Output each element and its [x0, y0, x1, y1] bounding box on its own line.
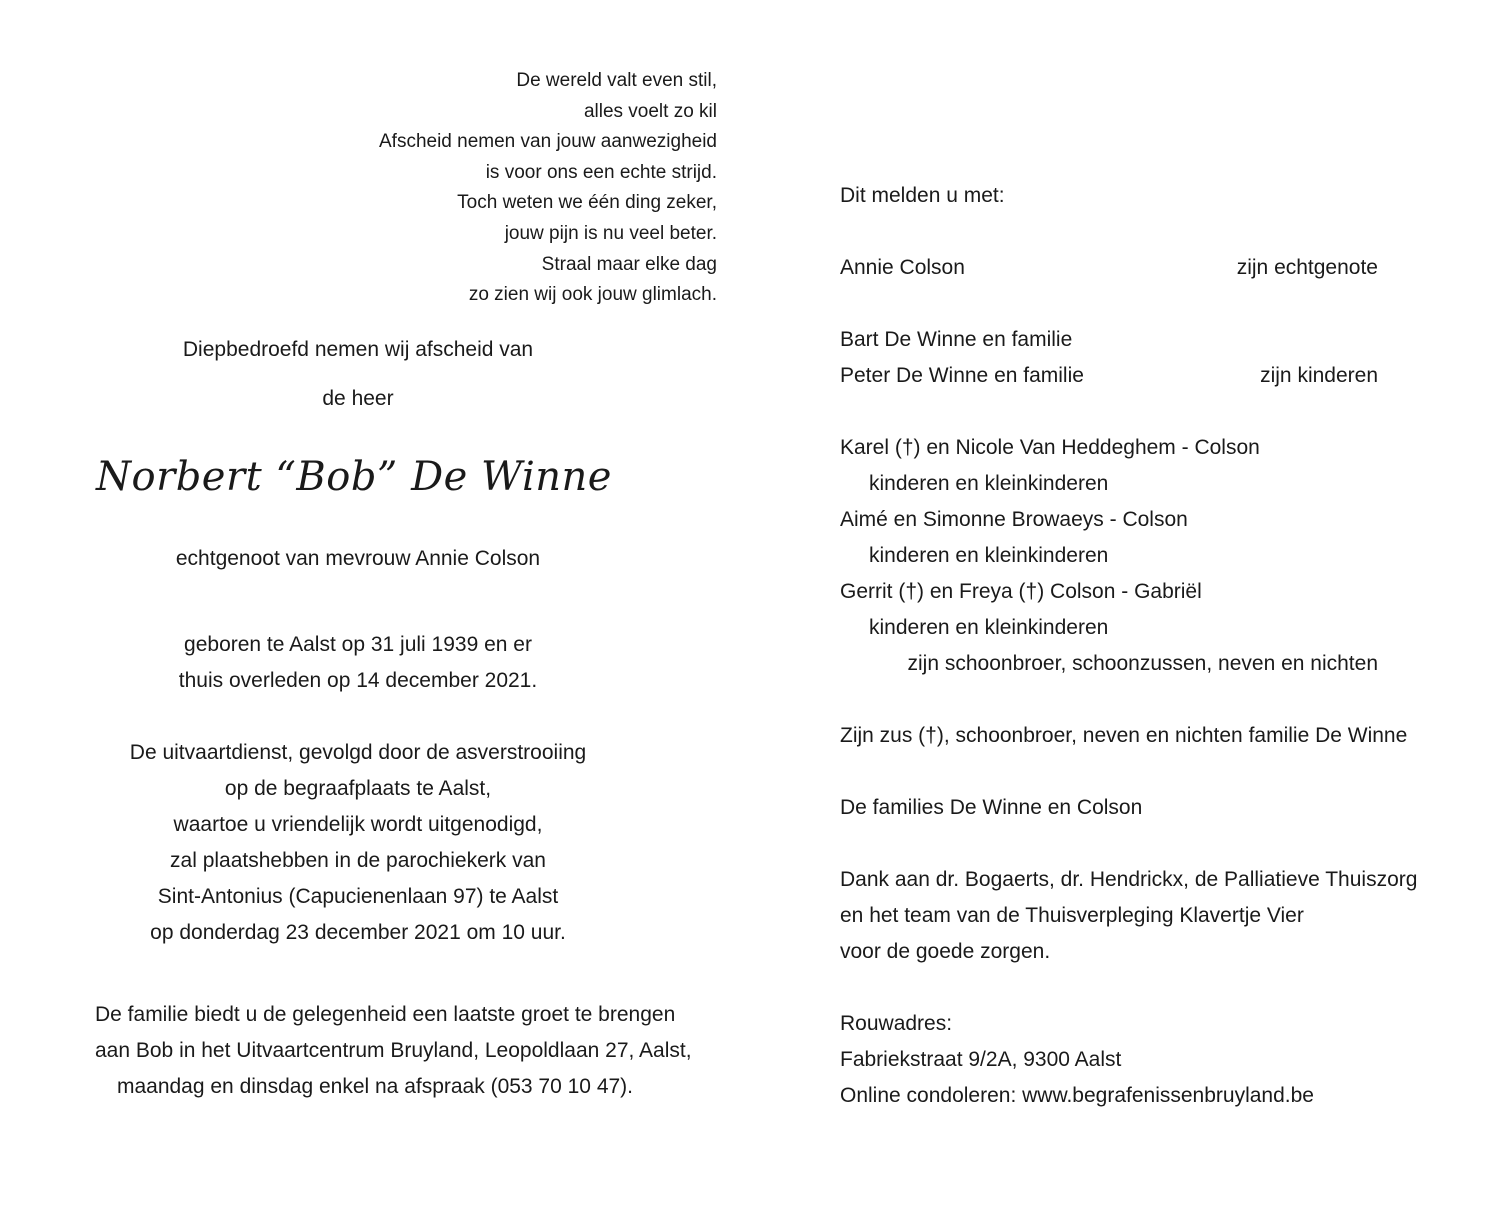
visit-line: maandag en dinsdag enkel na afspraak (053 70 10 47).	[116, 1075, 634, 1098]
poem-line: Afscheid nemen van jouw aanwezigheid	[379, 131, 717, 153]
families-line: De families De Winne en Colson	[840, 796, 1143, 819]
family-spouse-name: Annie Colson	[840, 256, 965, 279]
inlaw-line: Aimé en Simonne Browaeys - Colson	[840, 508, 1188, 531]
sister-line: Zijn zus (†), schoonbroer, neven en nichten familie De Winne	[840, 724, 1408, 747]
poem-line: Straal maar elke dag	[541, 253, 717, 275]
poem-line: Toch weten we één ding zeker,	[457, 192, 717, 214]
family-spouse-relation: zijn echtgenote	[1236, 256, 1378, 279]
family-child: Bart De Winne en familie	[840, 328, 1073, 351]
poem-line: De wereld valt even stil,	[516, 70, 717, 91]
poem-line: jouw pijn is nu veel beter.	[504, 222, 717, 244]
service-line: op donderdag 23 december 2021 om 10 uur.	[150, 921, 566, 944]
inlaw-subline: kinderen en kleinkinderen	[869, 472, 1109, 495]
family-child: Peter De Winne en familie	[840, 364, 1084, 387]
inlaw-subline: kinderen en kleinkinderen	[869, 544, 1109, 567]
visit-line: De familie biedt u de gelegenheid een laatste groet te brengen	[95, 1003, 676, 1026]
family-spouse-row	[840, 250, 1378, 286]
family-heading: Dit melden u met:	[840, 184, 1005, 207]
address-label: Rouwadres:	[840, 1012, 953, 1035]
family-child-row	[840, 358, 1378, 394]
visit-line: aan Bob in het Uitvaartcentrum Bruyland, Leopoldlaan 27, Aalst,	[95, 1039, 692, 1062]
thanks-line: Dank aan dr. Bogaerts, dr. Hendrickx, de Palliatieve Thuiszorg	[840, 868, 1418, 891]
service-line: waartoe u vriendelijk wordt uitgenodigd,	[173, 813, 543, 836]
deceased-name: Norbert “Bob” De Winne	[96, 454, 612, 500]
inlaw-line: Karel (†) en Nicole Van Heddeghem - Colson	[840, 436, 1260, 459]
service-line: Sint-Antonius (Capucienenlaan 97) te Aalst	[157, 885, 559, 908]
inlaws-relation: zijn schoonbroer, schoonzussen, neven en nichten	[907, 652, 1378, 675]
online-condolence-line: Online condoleren: www.begrafenissenbruyland.be	[840, 1084, 1314, 1107]
service-line: zal plaatshebben in de parochiekerk van	[170, 849, 546, 872]
service-line: De uitvaartdienst, gevolgd door de asverstrooiing	[129, 741, 587, 764]
address-line: Fabriekstraat 9/2A, 9300 Aalst	[840, 1048, 1122, 1071]
poem-line: is voor ons een echte strijd.	[485, 161, 717, 183]
funeral-service-info	[78, 735, 638, 951]
children-relation: zijn kinderen	[1260, 364, 1378, 387]
poem	[300, 66, 717, 311]
visitation-info	[95, 997, 692, 1105]
birth-death-info	[78, 627, 638, 699]
inlaw-subline: kinderen en kleinkinderen	[869, 616, 1109, 639]
thanks-line: en het team van de Thuisverpleging Klavertje Vier	[840, 904, 1304, 927]
service-line: op de begraafplaats te Aalst,	[224, 777, 492, 800]
death-line: thuis overleden op 14 december 2021.	[178, 669, 538, 692]
poem-line: zo zien wij ook jouw glimlach.	[468, 284, 717, 306]
inlaw-line: Gerrit (†) en Freya (†) Colson - Gabriël	[840, 580, 1202, 603]
spouse-line: echtgenoot van mevrouw Annie Colson	[175, 547, 541, 570]
thanks-line: voor de goede zorgen.	[840, 940, 1051, 963]
poem-line: alles voelt zo kil	[583, 100, 717, 122]
family-list	[840, 178, 1418, 1114]
announcement-title: de heer	[322, 387, 394, 410]
announcement-intro: Diepbedroefd nemen wij afscheid van	[182, 338, 534, 361]
birth-line: geboren te Aalst op 31 juli 1939 en er	[184, 633, 532, 656]
